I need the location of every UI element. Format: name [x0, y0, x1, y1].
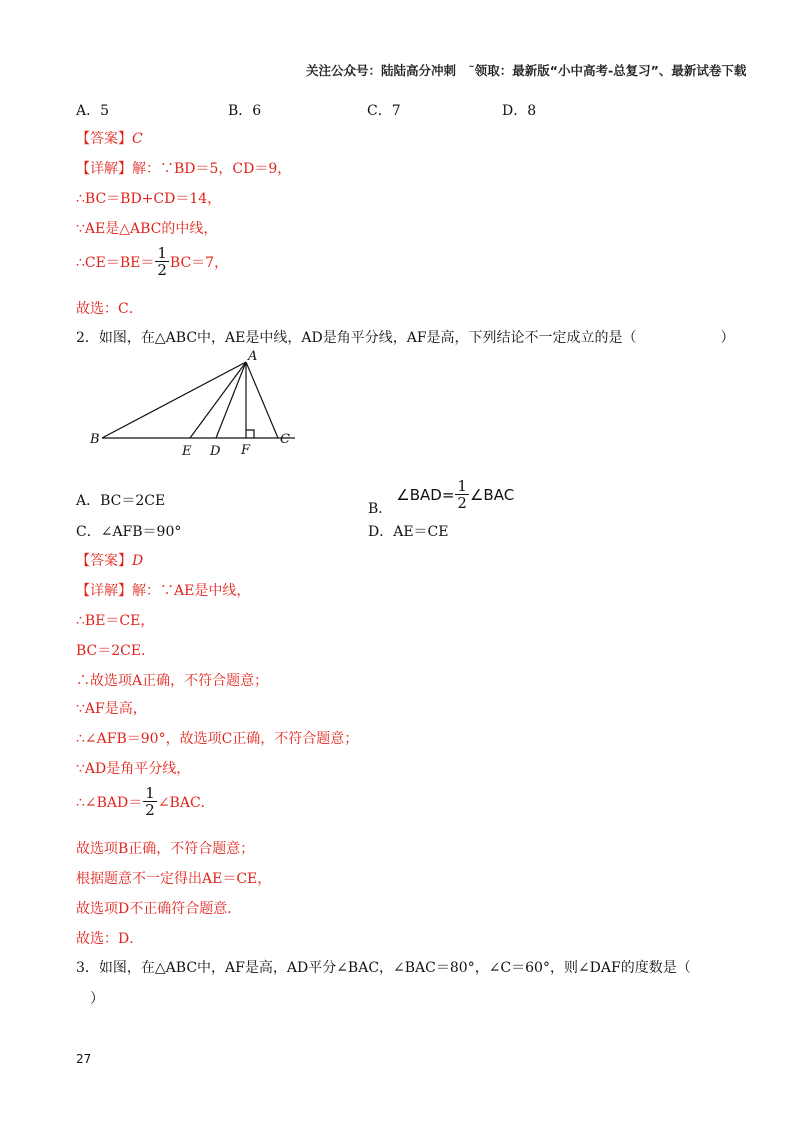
q2-detail-line-6: ∴∠AFB＝90°，故选项C正确，不符合题意；: [76, 731, 359, 747]
fraction-numerator: 1: [145, 784, 155, 802]
q1-detail-line-4: [76, 246, 228, 278]
line-suffix: ∠BAC．: [157, 795, 215, 811]
q2-detail-line-3: BC＝2CE．: [76, 643, 156, 659]
label-f: F: [241, 443, 251, 458]
q2-option-b: [368, 472, 514, 518]
answer-value: C: [132, 131, 143, 147]
q2-detail-line-7: ∵AD是角平分线，: [76, 761, 191, 777]
q2-detail-line-8: [76, 786, 215, 818]
detail-text: 解：∵BD＝5，CD＝9，: [132, 161, 292, 177]
q1-option-a: A．5: [76, 103, 110, 119]
fraction-numerator: 1: [157, 244, 167, 262]
page-header: 关注公众号：陆陆高分冲刺 ˜领取：最新版“小中高考-总复习”、最新试卷下载: [306, 63, 747, 78]
segment-ae: [190, 362, 246, 438]
q3-stem: 3．如图，在△ABC中，AF是高，AD平分∠BAC，∠BAC＝80°，∠C＝60°，则∠DAF的度数是（: [76, 960, 691, 976]
label-a: A: [248, 349, 258, 364]
q1-answer: [76, 128, 143, 148]
q2-detail-line-4: ∴故选项A正确，不符合题意；: [76, 673, 269, 689]
detail-label: 【详解】: [76, 583, 132, 599]
fraction-denominator: 2: [457, 494, 467, 512]
option-b-suffix: ∠BAC: [469, 486, 515, 504]
q1-option-c: C．7: [367, 103, 401, 119]
answer-label: 【答案】: [76, 131, 132, 147]
line-suffix: BC＝7，: [169, 255, 229, 271]
fraction: [155, 246, 169, 278]
fraction-denominator: 2: [145, 801, 155, 819]
label-c: C: [280, 432, 290, 447]
line-prefix: ∴∠BAD＝: [76, 795, 143, 811]
q1-detail-line-3: ∵AE是△ABC的中线，: [76, 221, 218, 237]
segment-ac: [246, 362, 278, 438]
q2-detail-line-11: 故选项D不正确符合题意．: [76, 901, 242, 917]
label-b: B: [90, 432, 100, 447]
q2-detail-line-9: 故选项B正确，不符合题意；: [76, 841, 255, 857]
right-angle-mark: [246, 430, 254, 438]
fraction: [143, 786, 157, 818]
q1-detail-line-2: ∴BC＝BD+CD＝14，: [76, 191, 222, 207]
q1-conclusion: 故选：C．: [76, 301, 143, 317]
q2-answer: [76, 550, 143, 570]
q2-option-a: A．BC＝2CE: [76, 493, 166, 509]
triangle-figure: [80, 348, 310, 460]
detail-label: 【详解】: [76, 161, 132, 177]
segment-ab: [102, 362, 246, 438]
q3-stem-close: ）: [90, 991, 104, 1007]
q1-option-b: B．6: [228, 103, 262, 119]
label-d: D: [210, 444, 221, 459]
fraction-denominator: 2: [157, 261, 167, 279]
fraction-numerator: 1: [457, 477, 467, 495]
q2-conclusion: 故选：D．: [76, 931, 144, 947]
q2-detail-line-1: [76, 580, 250, 600]
detail-text: 解：∵AE是中线，: [132, 583, 251, 599]
page-number: 27: [76, 1052, 92, 1066]
answer-value: D: [132, 553, 144, 569]
q1-option-d: D．8: [502, 103, 537, 119]
option-b-prefix: ∠BAD=: [396, 486, 455, 504]
answer-label: 【答案】: [76, 553, 132, 569]
label-e: E: [182, 444, 192, 459]
q2-option-d: D．AE＝CE: [368, 524, 449, 540]
segment-ad: [216, 362, 246, 438]
q2-detail-line-5: ∵AF是高，: [76, 701, 147, 717]
line-prefix: ∴CE＝BE＝: [76, 255, 155, 271]
q1-detail-line-1: [76, 158, 291, 178]
option-b-label: B．: [368, 501, 393, 517]
option-b-fraction: [455, 479, 469, 511]
q2-option-c: C．∠AFB＝90°: [76, 524, 182, 540]
q2-detail-line-10: 根据题意不一定得出AE＝CE，: [76, 871, 272, 887]
q2-stem: 2．如图，在△ABC中，AE是中线，AD是角平分线，AF是高，下列结论不一定成立的是（ ）: [76, 330, 735, 346]
q2-detail-line-2: ∴BE＝CE，: [76, 613, 155, 629]
